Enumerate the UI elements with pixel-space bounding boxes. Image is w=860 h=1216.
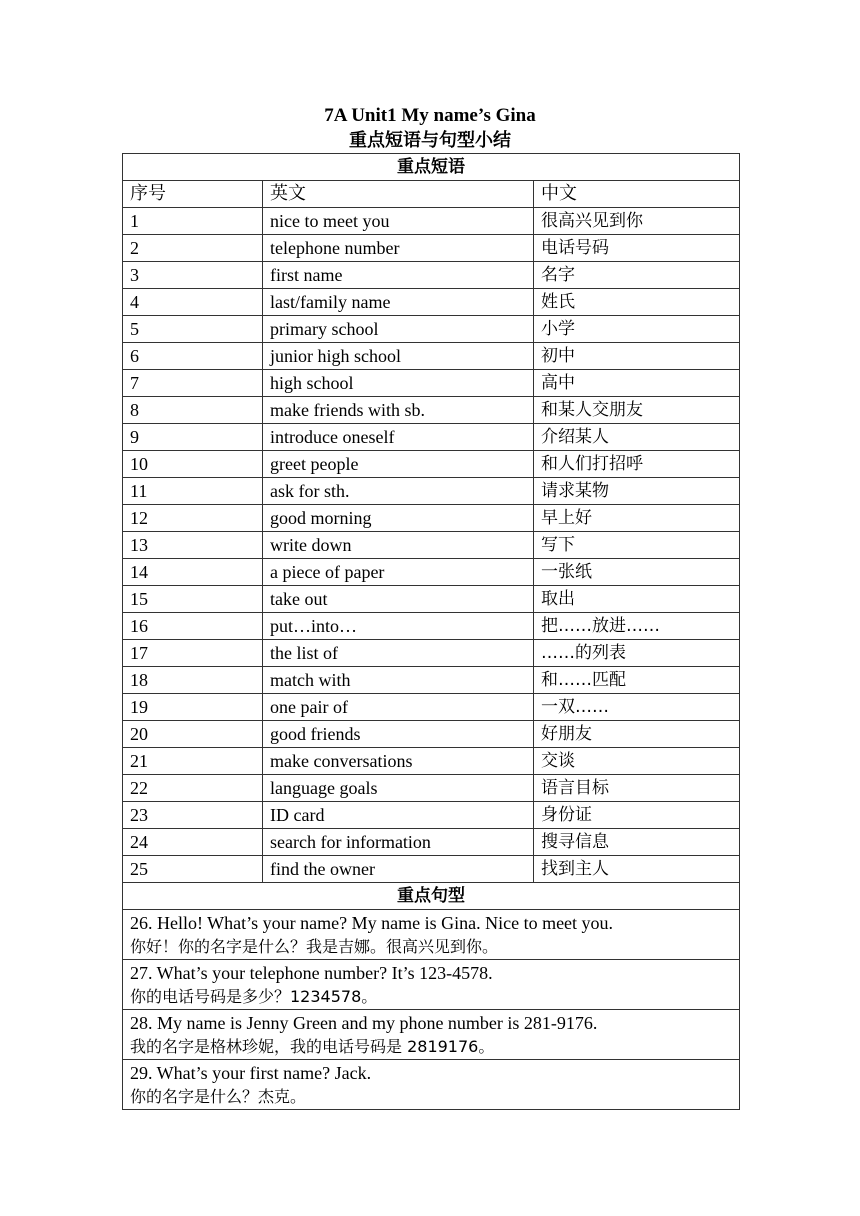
table-row xyxy=(123,694,740,721)
phrase-chinese: ……的列表 xyxy=(534,640,740,667)
phrase-english: telephone number xyxy=(263,235,534,262)
phrase-english: make friends with sb. xyxy=(263,397,534,424)
phrase-chinese: 电话号码 xyxy=(534,235,740,262)
table-row xyxy=(123,802,740,829)
sentence-chinese: 你好！你的名字是什么？我是吉娜。很高兴见到你。 xyxy=(130,937,499,956)
phrase-chinese: 高中 xyxy=(534,370,740,397)
phrase-english: search for information xyxy=(263,829,534,856)
phrase-english: junior high school xyxy=(263,343,534,370)
phrase-index: 2 xyxy=(123,235,263,262)
phrase-chinese: 名字 xyxy=(534,262,740,289)
phrases-section-title: 重点短语 xyxy=(123,154,740,181)
phrase-index: 17 xyxy=(123,640,263,667)
phrase-english: make conversations xyxy=(263,748,534,775)
phrase-index: 24 xyxy=(123,829,263,856)
phrase-index: 3 xyxy=(123,262,263,289)
phrase-index: 8 xyxy=(123,397,263,424)
phrase-english: write down xyxy=(263,532,534,559)
phrase-index: 1 xyxy=(123,208,263,235)
phrase-chinese: 好朋友 xyxy=(534,721,740,748)
sentence-row xyxy=(123,910,740,960)
phrase-chinese: 一双…… xyxy=(534,694,740,721)
phrase-index: 5 xyxy=(123,316,263,343)
phrase-english: the list of xyxy=(263,640,534,667)
phrase-english: match with xyxy=(263,667,534,694)
table-row xyxy=(123,478,740,505)
phrase-english: a piece of paper xyxy=(263,559,534,586)
phrase-chinese: 取出 xyxy=(534,586,740,613)
phrase-index: 18 xyxy=(123,667,263,694)
sentence-cell xyxy=(123,1060,740,1110)
table-row xyxy=(123,532,740,559)
phrase-index: 20 xyxy=(123,721,263,748)
phrase-chinese: 姓氏 xyxy=(534,289,740,316)
phrase-chinese: 和……匹配 xyxy=(534,667,740,694)
phrase-chinese: 语言目标 xyxy=(534,775,740,802)
table-row xyxy=(123,640,740,667)
phrase-index: 23 xyxy=(123,802,263,829)
phrase-index: 13 xyxy=(123,532,263,559)
phrase-index: 22 xyxy=(123,775,263,802)
phrase-chinese: 介绍某人 xyxy=(534,424,740,451)
table-row xyxy=(123,451,740,478)
table-row xyxy=(123,748,740,775)
sentence-row xyxy=(123,960,740,1010)
sentence-cell xyxy=(123,1010,740,1060)
table-row xyxy=(123,667,740,694)
sentence-english: 28. My name is Jenny Green and my phone number is 281-9176. xyxy=(130,1013,598,1033)
table-row xyxy=(123,316,740,343)
sentence-chinese: 你的电话号码是多少？1234578。 xyxy=(130,987,378,1006)
sentence-row xyxy=(123,1010,740,1060)
table-row xyxy=(123,424,740,451)
table-row xyxy=(123,343,740,370)
phrase-english: find the owner xyxy=(263,856,534,883)
table-row xyxy=(123,721,740,748)
phrase-english: language goals xyxy=(263,775,534,802)
sentence-chinese: 我的名字是格林珍妮，我的电话号码是 2819176。 xyxy=(130,1037,495,1056)
table-row xyxy=(123,262,740,289)
phrase-english: last/family name xyxy=(263,289,534,316)
phrase-chinese: 和人们打招呼 xyxy=(534,451,740,478)
phrase-chinese: 交谈 xyxy=(534,748,740,775)
table-row xyxy=(123,856,740,883)
phrase-chinese: 很高兴见到你 xyxy=(534,208,740,235)
sentence-english: 29. What’s your first name? Jack. xyxy=(130,1063,372,1083)
sentence-english: 27. What’s your telephone number? It’s 123-4578. xyxy=(130,963,493,983)
phrase-chinese: 搜寻信息 xyxy=(534,829,740,856)
phrases-header-row xyxy=(123,181,740,208)
table-row xyxy=(123,613,740,640)
table-row xyxy=(123,505,740,532)
phrase-chinese: 小学 xyxy=(534,316,740,343)
phrase-english: primary school xyxy=(263,316,534,343)
phrase-index: 4 xyxy=(123,289,263,316)
table-row xyxy=(123,208,740,235)
phrase-chinese: 早上好 xyxy=(534,505,740,532)
phrase-chinese: 一张纸 xyxy=(534,559,740,586)
phrase-index: 14 xyxy=(123,559,263,586)
header-index: 序号 xyxy=(123,181,263,208)
phrase-index: 16 xyxy=(123,613,263,640)
phrases-section-row xyxy=(123,154,740,181)
phrase-chinese: 初中 xyxy=(534,343,740,370)
phrase-english: good friends xyxy=(263,721,534,748)
sentence-chinese: 你的名字是什么？杰克。 xyxy=(130,1087,307,1106)
phrase-english: take out xyxy=(263,586,534,613)
phrase-index: 19 xyxy=(123,694,263,721)
phrase-english: first name xyxy=(263,262,534,289)
phrase-index: 11 xyxy=(123,478,263,505)
table-row xyxy=(123,829,740,856)
header-chinese: 中文 xyxy=(534,181,740,208)
table-row xyxy=(123,397,740,424)
sentences-section-row xyxy=(123,883,740,910)
phrase-english: greet people xyxy=(263,451,534,478)
summary-table xyxy=(122,153,740,1110)
sentence-cell xyxy=(123,960,740,1010)
table-row xyxy=(123,586,740,613)
phrase-chinese: 写下 xyxy=(534,532,740,559)
phrase-index: 7 xyxy=(123,370,263,397)
phrase-english: ask for sth. xyxy=(263,478,534,505)
phrase-english: one pair of xyxy=(263,694,534,721)
sentence-english: 26. Hello! What’s your name? My name is Gina. Nice to meet you. xyxy=(130,913,614,933)
phrase-index: 15 xyxy=(123,586,263,613)
sentences-section-title: 重点句型 xyxy=(123,883,740,910)
phrase-english: ID card xyxy=(263,802,534,829)
phrase-english: high school xyxy=(263,370,534,397)
phrase-index: 12 xyxy=(123,505,263,532)
phrase-index: 10 xyxy=(123,451,263,478)
phrase-chinese: 把……放进…… xyxy=(534,613,740,640)
phrase-english: good morning xyxy=(263,505,534,532)
table-row xyxy=(123,289,740,316)
phrase-chinese: 身份证 xyxy=(534,802,740,829)
phrase-index: 9 xyxy=(123,424,263,451)
phrase-english: nice to meet you xyxy=(263,208,534,235)
phrase-index: 21 xyxy=(123,748,263,775)
phrase-chinese: 和某人交朋友 xyxy=(534,397,740,424)
table-row xyxy=(123,235,740,262)
document-subtitle: 重点短语与句型小结 xyxy=(349,130,511,151)
phrase-english: introduce oneself xyxy=(263,424,534,451)
table-row xyxy=(123,559,740,586)
phrase-index: 25 xyxy=(123,856,263,883)
phrase-index: 6 xyxy=(123,343,263,370)
phrase-chinese: 找到主人 xyxy=(534,856,740,883)
table-row xyxy=(123,775,740,802)
sentence-row xyxy=(123,1060,740,1110)
sentence-cell xyxy=(123,910,740,960)
document-title: 7A Unit1 My name’s Gina xyxy=(324,105,536,126)
summary-table-body xyxy=(123,154,740,1110)
table-row xyxy=(123,370,740,397)
phrase-chinese: 请求某物 xyxy=(534,478,740,505)
header-english: 英文 xyxy=(263,181,534,208)
phrase-english: put…into… xyxy=(263,613,534,640)
